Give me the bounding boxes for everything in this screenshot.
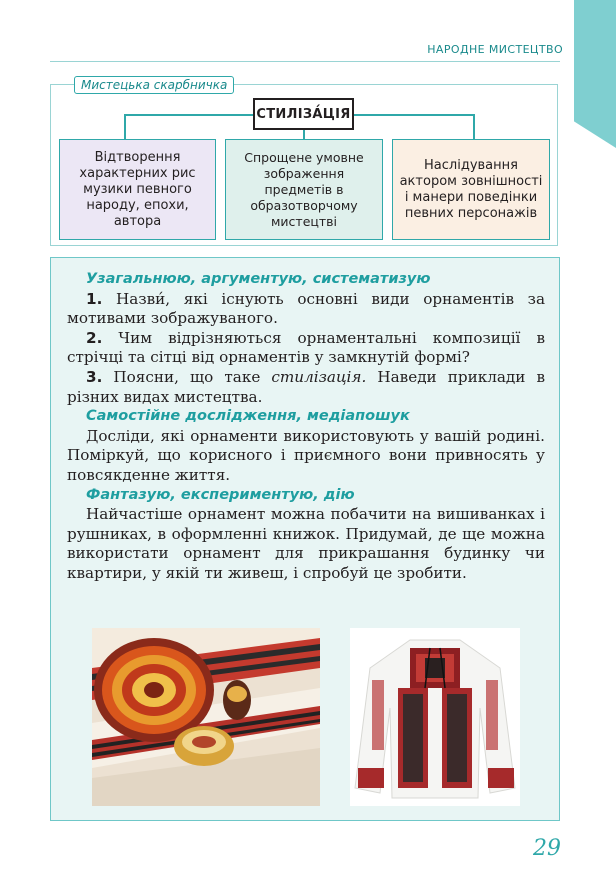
ceramics-embroidery-photo: [92, 628, 320, 806]
definition-music: [59, 139, 216, 240]
question-2: [67, 329, 545, 368]
section-title: НАРОДНЕ МИСТЕЦТВО: [427, 43, 563, 56]
tasks-text: [67, 270, 545, 584]
question-3-pre: Поясни, що таке: [113, 367, 272, 386]
question-1: [67, 290, 545, 329]
heading-research: Самостійне дослідження, медіапошук: [86, 408, 410, 425]
question-1-number: 1.: [86, 289, 103, 308]
fantasy-paragraph: Найчастіше орнамент можна побачити на вишиванках і рушниках, в оформленні книжок. Придумай, де ще можна використати орнамент для прикрашання будинку чи квартири, у якій ти живеш, і спробуй це зробити.: [67, 505, 545, 582]
question-3-term: стилізація.: [271, 367, 367, 386]
definition-visual-art: [225, 139, 383, 240]
research-paragraph: Досліди, які орнаменти використовують у вашій родині. Поміркуй, що корисного і приємного вони привносять у повсякденне життя.: [67, 426, 545, 484]
art-treasury-label: Мистецька скарбничка: [74, 76, 234, 94]
heading-generalize: Узагальнюю, аргументую, систематизую: [86, 271, 431, 287]
question-1-text: Назви́, які існують основні види орнаментів за мотивами зображуваного.: [67, 289, 545, 328]
heading-fantasy: Фантазую, експериментую, дію: [86, 486, 355, 503]
question-2-number: 2.: [86, 328, 103, 347]
definition-theatre: [392, 139, 550, 240]
question-2-text: Чим відрізняються орнаментальні композиції в стрічці та сітці від орнаментів у замкнутій формі?: [67, 328, 546, 367]
question-3: [67, 368, 545, 407]
term-stylization: СТИЛІЗА́ЦІЯ: [253, 98, 354, 130]
page-corner-tab: [574, 0, 616, 148]
definition-visual-art-text: Спрощене умовне зображення предметів в образотворчому мистецтві: [244, 149, 364, 229]
header-divider: [50, 61, 560, 62]
definition-theatre-text: Наслідування актором зовнішності і манери поведінки певних персонажів: [399, 157, 543, 221]
question-3-post: Наведи приклади в різних видах мистецтва.: [67, 367, 546, 406]
embroidered-shirt-photo: [350, 628, 520, 806]
connector-left: [124, 114, 126, 140]
connector-right: [473, 114, 475, 140]
page-number: 29: [533, 836, 561, 861]
question-3-number: 3.: [86, 367, 103, 386]
definition-music-text: Відтворення характерних рис музики певного народу, епохи, автора: [79, 149, 196, 229]
